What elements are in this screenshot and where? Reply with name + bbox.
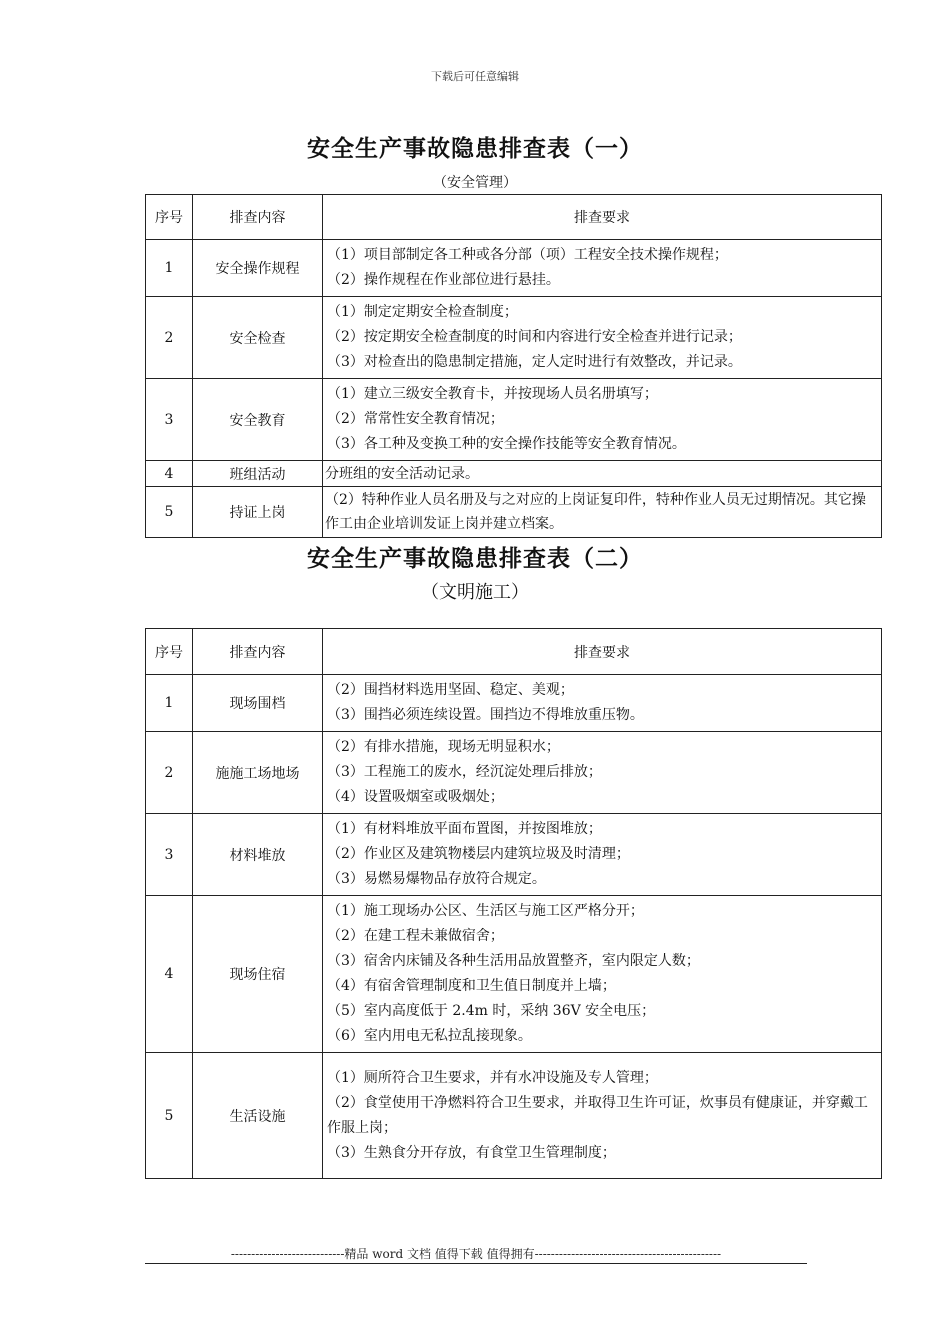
row-item: 现场住宿 [193,896,323,1053]
header-note: 下载后可任意编辑 [431,70,519,83]
row-requirements [323,379,882,461]
column-header-requirements: 排查要求 [323,629,882,675]
table-row [146,814,882,896]
row-item: 施施工场地场 [193,732,323,814]
column-header-no: 序号 [146,195,193,240]
requirement-line: （2）有排水措施，现场无明显积水； [327,739,560,755]
row-item: 持证上岗 [193,487,323,538]
row-requirements [323,240,882,297]
requirement-line: 分班组的安全活动记录。 [325,465,479,482]
table-row [146,240,882,297]
requirement-line: （3）宿舍内床铺及各种生活用品放置整齐，室内限定人数； [327,953,700,969]
column-header-item: 排查内容 [193,629,323,675]
row-item: 生活设施 [193,1053,323,1179]
table1-subtitle: （安全管理） [433,175,517,191]
table-row [146,732,882,814]
requirement-line: （3）围挡必须连续设置。围挡边不得堆放重压物。 [327,707,644,723]
requirement-line: （6）室内用电无私拉乱接现象。 [327,1028,532,1044]
requirement-line: （2）作业区及建筑物楼层内建筑垃圾及时清理； [327,846,630,862]
row-number: 3 [146,814,193,896]
row-number: 4 [146,461,193,487]
row-item: 现场围档 [193,675,323,732]
table-header-row [146,195,882,240]
column-header-requirements: 排查要求 [323,195,882,240]
table-row [146,896,882,1053]
row-number: 2 [146,732,193,814]
requirement-line: （2）在建工程未兼做宿舍； [327,928,504,944]
requirement-line: （2）围挡材料选用坚固、稳定、美观； [327,682,574,698]
requirement-line: （2）按定期安全检查制度的时间和内容进行安全检查并进行记录； [327,329,742,345]
row-number: 1 [146,240,193,297]
requirement-line: （3）工程施工的废水，经沉淀处理后排放； [327,764,602,780]
requirement-line: （2）特种作业人员名册及与之对应的上岗证复印件，特种作业人员无过期情况。其它操作工由企业培训发证上岗并建立档案。 [325,492,866,532]
requirement-line: （1）建立三级安全教育卡，并按现场人员名册填写； [327,386,658,402]
table-row [146,461,882,487]
requirement-line: （1）项目部制定各工种或各分部（项）工程安全技术操作规程； [327,247,728,263]
requirement-line: （2）操作规程在作业部位进行悬挂。 [327,272,560,288]
requirement-line: （5）室内高度低于 2.4m 时，采纳 36V 安全电压； [327,1003,656,1019]
table1-title: 安全生产事故隐患排查表（一） [307,136,643,162]
row-requirements [323,675,882,732]
row-requirements [323,896,882,1053]
row-number: 1 [146,675,193,732]
requirement-line: （3）生熟食分开存放，有食堂卫生管理制度； [327,1144,616,1161]
column-header-no: 序号 [146,629,193,675]
row-number: 5 [146,1053,193,1179]
row-item: 安全教育 [193,379,323,461]
table-row [146,487,882,538]
row-number: 2 [146,297,193,379]
requirement-line: （1）制定定期安全检查制度； [327,304,518,320]
requirement-line: （4）设置吸烟室或吸烟处； [327,789,504,805]
civilized-construction-table [145,628,882,1179]
row-number: 5 [146,487,193,538]
table-row [146,297,882,379]
requirement-line: （3）各工种及变换工种的安全操作技能等安全教育情况。 [327,436,686,452]
safety-management-table [145,194,882,538]
requirement-line: （3）对检查出的隐患制定措施，定人定时进行有效整改，并记录。 [327,354,742,370]
row-item: 材料堆放 [193,814,323,896]
column-header-item: 排查内容 [193,195,323,240]
requirement-line: （1）厕所符合卫生要求，并有水冲设施及专人管理； [327,1069,658,1086]
footer-text: ----------------------------精品 word 文档 值得下载 值得拥有---------------------------------------------- [230,1247,722,1261]
requirement-line: （1）有材料堆放平面布置图，并按图堆放； [327,821,602,837]
row-requirements [323,461,882,487]
row-requirements [323,732,882,814]
requirement-line: （1）施工现场办公区、生活区与施工区严格分开； [327,903,644,919]
table2-subtitle: （文明施工） [421,582,529,603]
requirement-line: （4）有宿舍管理制度和卫生值日制度并上墙； [327,978,616,994]
requirement-line: （2）常常性安全教育情况； [327,411,504,427]
row-requirements [323,814,882,896]
requirement-line: （2）食堂使用干净燃料符合卫生要求，并取得卫生许可证，炊事员有健康证，并穿戴工作服上岗； [327,1094,868,1136]
row-number: 3 [146,379,193,461]
table-row [146,675,882,732]
row-item: 安全操作规程 [193,240,323,297]
row-requirements [323,297,882,379]
table-row [146,1053,882,1179]
row-number: 4 [146,896,193,1053]
row-requirements [323,1053,882,1179]
row-item: 安全检查 [193,297,323,379]
footer-divider [145,1263,807,1264]
row-requirements [323,487,882,538]
table-row [146,379,882,461]
requirement-line: （3）易燃易爆物品存放符合规定。 [327,871,546,887]
table2-title: 安全生产事故隐患排查表（二） [307,546,643,572]
row-item: 班组活动 [193,461,323,487]
table-header-row [146,629,882,675]
